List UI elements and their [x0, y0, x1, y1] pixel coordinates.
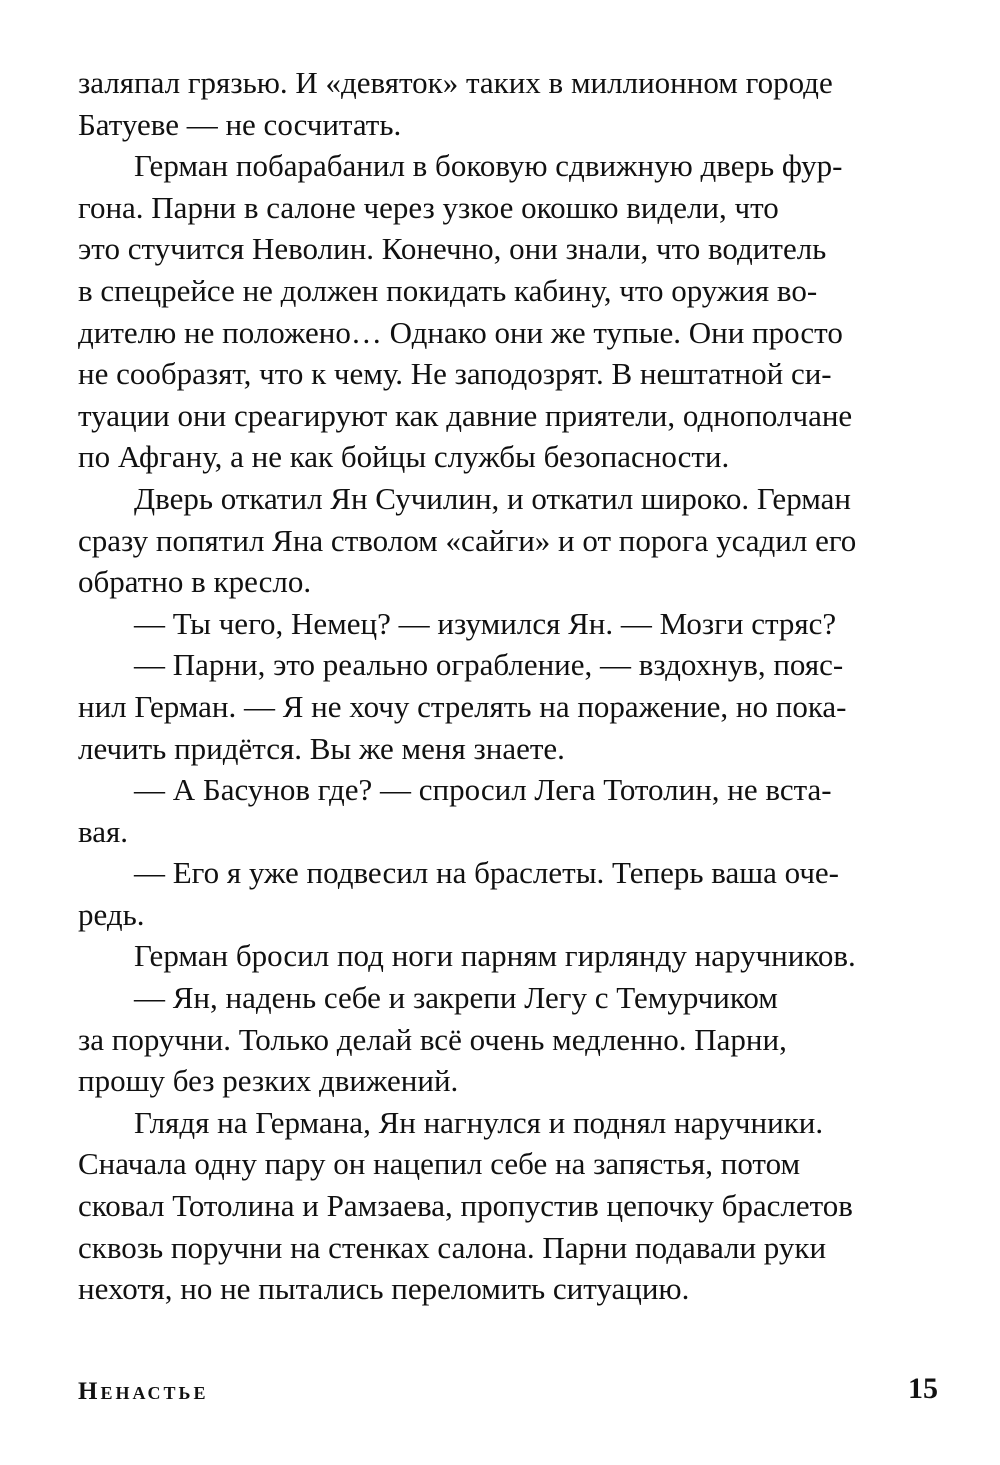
- running-footer-title: Ненастье: [78, 1378, 209, 1405]
- text-line: туации они среагируют как давние приятели, однополчане: [78, 397, 853, 433]
- text-line: редь.: [78, 896, 145, 932]
- body-text: [78, 62, 938, 1310]
- text-line: сквозь поручни на стенках салона. Парни подавали руки: [78, 1229, 827, 1265]
- text-line: заляпал грязью. И «девяток» таких в миллионном городе: [78, 65, 833, 100]
- page-number: 15: [908, 1372, 938, 1405]
- text-line: дителю не положено… Однако они же тупые. Они просто: [78, 314, 843, 350]
- text-line: нехотя, но не пытались переломить ситуацию.: [78, 1271, 690, 1307]
- text-line: — Парни, это реально ограбление, — вздохнув, пояс-: [134, 647, 844, 683]
- text-line: Глядя на Германа, Ян нагнулся и поднял наручники.: [134, 1104, 824, 1140]
- text-line: это стучится Неволин. Конечно, они знали, что водитель: [78, 231, 827, 267]
- text-line: лечить придётся. Вы же меня знаете.: [78, 730, 565, 766]
- text-line: — Ты чего, Немец? — изумился Ян. — Мозги стряс?: [134, 605, 837, 641]
- text-line: — Его я уже подвесил на браслеты. Теперь ваша оче-: [134, 855, 840, 891]
- text-line: сковал Тотолина и Рамзаева, пропустив цепочку браслетов: [78, 1188, 853, 1224]
- text-line: вая.: [78, 813, 128, 849]
- text-line: Герман побарабанил в боковую сдвижную дверь фур-: [134, 148, 843, 184]
- text-line: Сначала одну пару он нацепил себе на запястья, потом: [78, 1146, 801, 1182]
- text-line: по Афгану, а не как бойцы службы безопасности.: [78, 439, 730, 475]
- text-line: за поручни. Только делай всё очень медленно. Парни,: [78, 1021, 787, 1057]
- text-line: Батуеве — не сосчитать.: [78, 106, 402, 142]
- text-line: гона. Парни в салоне через узкое окошко видели, что: [78, 189, 779, 225]
- text-line: Дверь откатил Ян Сучилин, и откатил широко. Герман: [134, 480, 851, 516]
- text-line: обратно в кресло.: [78, 564, 312, 600]
- text-line: — Ян, надень себе и закрепи Легу с Темурчиком: [134, 980, 778, 1016]
- text-line: не сообразят, что к чему. Не заподозрят. В нештатной си-: [78, 356, 832, 392]
- text-line: в спецрейсе не должен покидать кабину, что оружия во-: [78, 272, 818, 308]
- text-line: сразу попятил Яна стволом «сайги» и от порога усадил его: [78, 522, 857, 558]
- text-line: нил Герман. — Я не хочу стрелять на поражение, но пока-: [78, 688, 847, 724]
- text-line: Герман бросил под ноги парням гирлянду наручников.: [134, 938, 856, 974]
- text-line: — А Басунов где? — спросил Лега Тотолин, не вста-: [134, 772, 832, 808]
- text-line: прошу без резких движений.: [78, 1063, 459, 1099]
